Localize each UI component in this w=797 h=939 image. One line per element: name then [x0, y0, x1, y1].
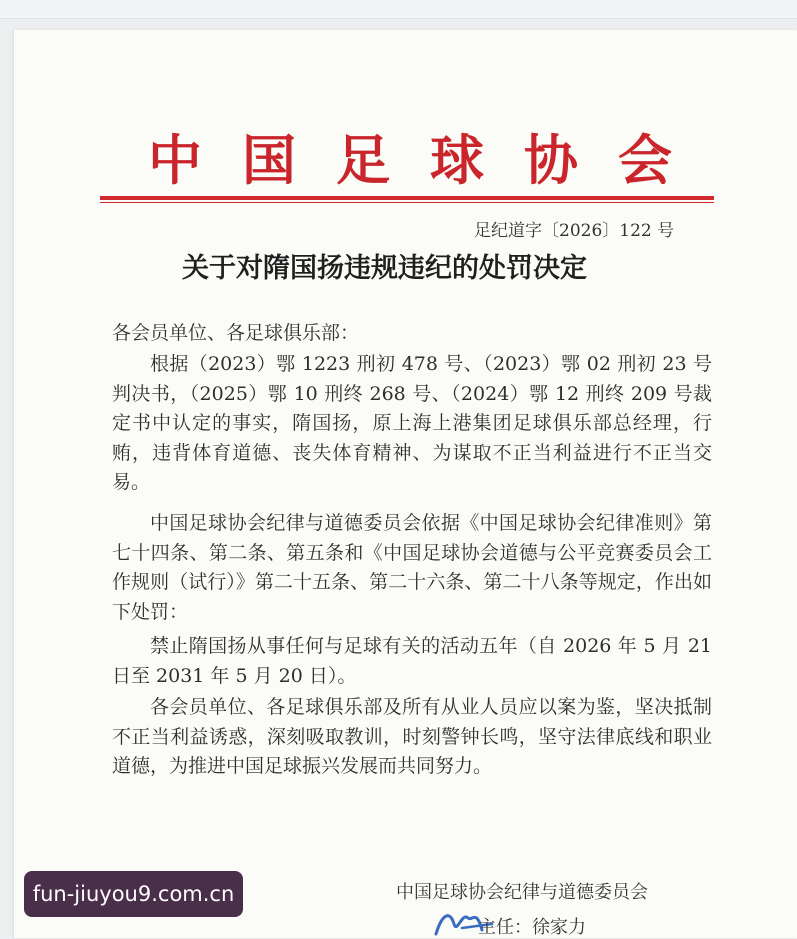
document-heading: 关于对隋国扬违规违纪的处罚决定	[182, 253, 587, 284]
director-line: 主任：徐家力	[478, 917, 586, 938]
organization-title: 中国足球协会	[148, 128, 712, 192]
red-divider-thin-line	[100, 202, 714, 203]
issuer-name: 中国足球协会纪律与道德委员会	[396, 882, 648, 903]
watermark-badge: fun-jiuyou9.com.cn	[24, 871, 243, 917]
red-divider-line	[100, 196, 714, 200]
paragraph-facts: 根据（2023）鄂 1223 刑初 478 号、（2023）鄂 02 刑初 23 号判决书，（2025）鄂 10 刑终 268 号、（2024）鄂 12 刑终 209 号裁定书中认定的事实，隋国扬，原上海上港集团足球俱乐部总经理，行贿，违背体育道德、丧失体育精神、为谋取不正当利益进行不正当交易。	[112, 353, 712, 493]
top-bar	[0, 0, 797, 19]
paragraph-penalty: 禁止隋国扬从事任何与足球有关的活动五年（自 2026 年 5 月 21 日至 2031 年 5 月 20 日）。	[112, 635, 712, 687]
salutation: 各会员单位、各足球俱乐部：	[112, 322, 360, 344]
document-number: 足纪道字〔2026〕122 号	[474, 221, 675, 241]
paragraph-basis: 中国足球协会纪律与道德委员会依据《中国足球协会纪律准则》第七十四条、第二条、第五条和《中国足球协会道德与公平竞赛委员会工作规则（试行）》第二十五条、第二十六条、第二十八条等规定，作出如下处罚：	[112, 512, 712, 623]
paragraph-warning: 各会员单位、各足球俱乐部及所有从业人员应以案为鉴，坚决抵制不正当利益诱惑，深刻吸取教训，时刻警钟长鸣，坚守法律底线和职业道德，为推进中国足球振兴发展而共同努力。	[112, 696, 712, 777]
